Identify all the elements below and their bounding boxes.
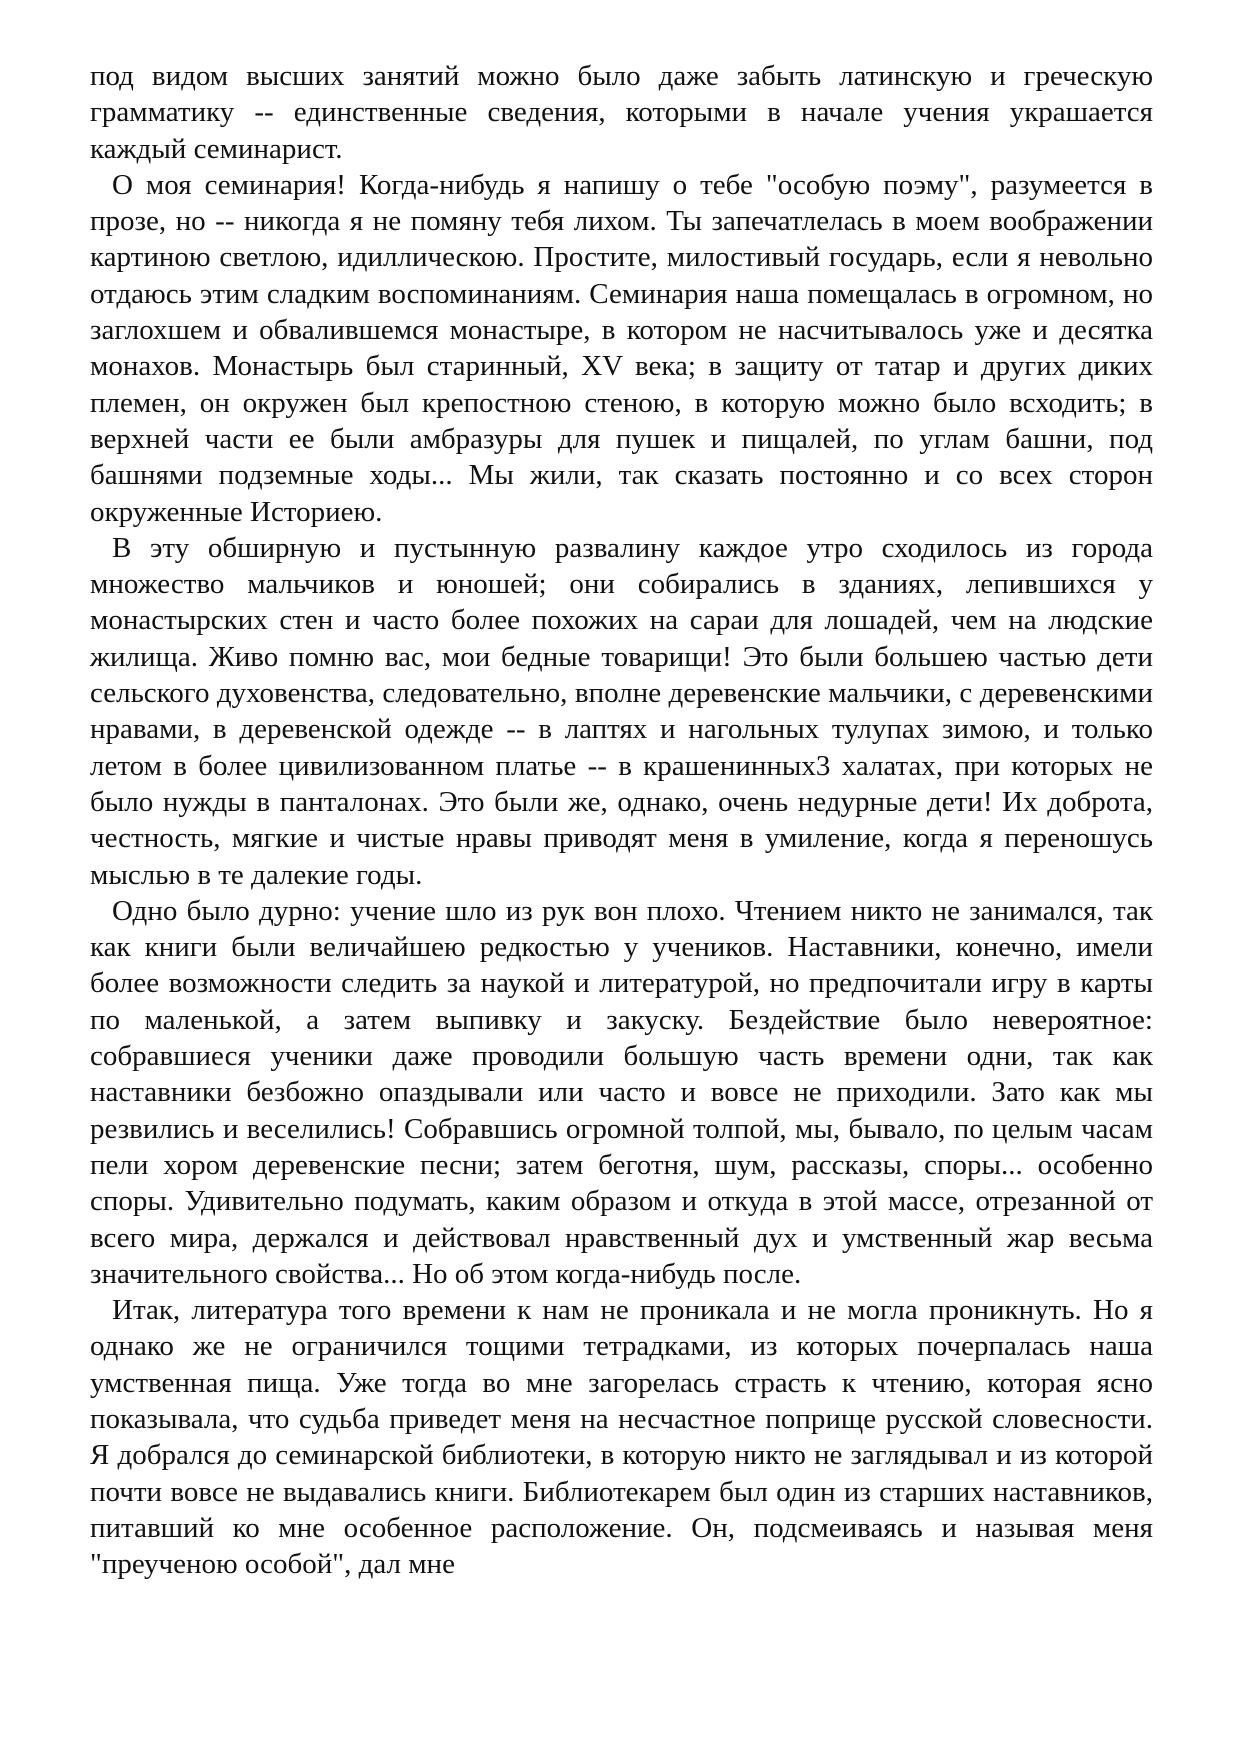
body-text xyxy=(90,58,1153,1582)
paragraph-teaching: Одно было дурно: учение шло из рук вон плохо. Чтением никто не занимался, так как книги были величайшею редкостью у учеников. Наставники, конечно, имели более возможности следить за наукой и литературой, но предпочитали игру в карты по маленькой, а затем выпивку и закуску. Бездействие было невероятное: собравшиеся ученики даже проводили большую часть времени одни, так как наставники безбожно опаздывали или часто и вовсе не приходили. Зато как мы резвились и веселились! Собравшись огромной толпой, мы, бывало, по целым часам пели хором деревенские песни; затем беготня, шум, рассказы, споры... особенно споры. Удивительно подумать, каким образом и откуда в этой массе, отрезанной от всего мира, держался и действовал нравственный дух и умственный жар весьма значительного свойства... Но об этом когда-нибудь после. xyxy=(90,894,1153,1290)
paragraph-library: Итак, литература того времени к нам не проникала и не могла проникнуть. Но я однако же не ограничился тощими тетрадками, из которых почерпалась наша умственная пища. Уже тогда во мне загорелась страсть к чтению, которая ясно показывала, что судьба приведет меня на несчастное поприще русской словесности. Я добрался до семинарской библиотеки, в которую никто не заглядывал и из которой почти вовсе не выдавались книги. Библиотекарем был один из старших наставников, питавший ко мне особенное расположение. Он, подсмеиваясь и называя меня "преученою особой", дал мне xyxy=(90,1294,1153,1581)
paragraph-seminary: О моя семинария! Когда-нибудь я напишу о тебе "особую поэму", разумеется в прозе, но -- никогда я не помяну тебя лихом. Ты запечатлелась в моем воображении картиною светлою, идиллическою. Простите, милостивый государь, если я невольно отдаюсь этим сладким воспоминаниям. Семинария наша помещалась в огромном, но заглохшем и обвалившемся монастыре, в котором не насчитывалось уже и десятка монахов. Монастырь был старинный, XV века; в защиту от татар и других диких племен, он окружен был крепостною стеною, в которую можно было всходить; в верхней части ее были амбразуры для пушек и пищалей, по углам башни, под башнями подземные ходы... Мы жили, так сказать постоянно и со всех сторон окруженные Историею. xyxy=(90,168,1153,528)
paragraph-continued: под видом высших занятий можно было даже забыть латинскую и греческую грамматику -- единственные сведения, которыми в начале учения украшается каждый семинарист. xyxy=(90,60,1153,165)
paragraph-comrades: В эту обширную и пустынную развалину каждое утро сходилось из города множество мальчиков и юношей; они собирались в зданиях, лепившихся у монастырских стен и часто более похожих на сараи для лошадей, чем на людские жилища. Живо помню вас, мои бедные товарищи! Это были большею частью дети сельского духовенства, следовательно, вполне деревенские мальчики, с деревенскими нравами, в деревенской одежде -- в лаптях и нагольных тулупах зимою, и только летом в более цивилизованном платье -- в крашенинных3 халатах, при которых не было нужды в панталонах. Это были же, однако, очень недурные дети! Их доброта, честность, мягкие и чистые нравы приводят меня в умиление, когда я переношусь мыслью в те далекие годы. xyxy=(90,531,1153,891)
